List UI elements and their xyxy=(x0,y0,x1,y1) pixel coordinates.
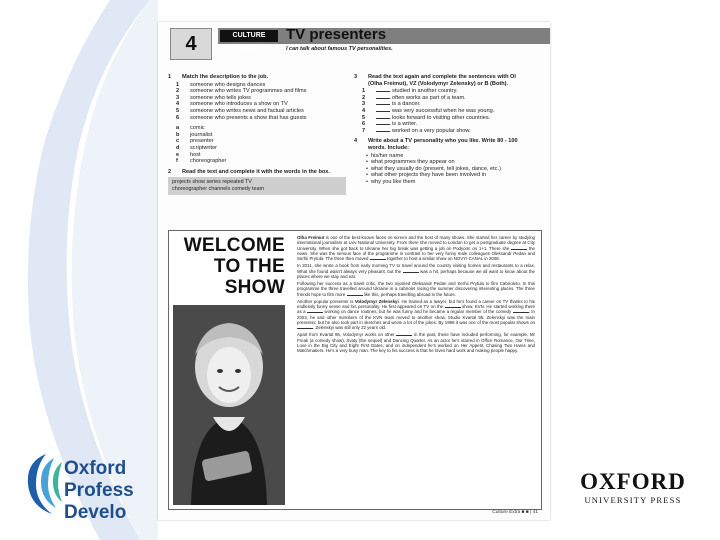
article-heading: WELCOME TO THE SHOW xyxy=(183,235,285,298)
list-item: 6 someone who presents a show that has guests xyxy=(176,114,307,121)
list-item: 2 often works as part of a team. xyxy=(362,94,466,101)
list-item: c presenter xyxy=(176,138,214,145)
list-item: 1 studied in another country. xyxy=(362,88,458,95)
exercise-2: 2 Read the text and complete it with the words in the box. xyxy=(168,168,330,175)
logo-university-press: UNIVERSITY PRESS xyxy=(584,495,682,505)
article-paragraph: Apart from Kvartal 95, Volodymyr works on other in the past, these have included performing, for example, Mr Freak (a comedy show), Svaty (the sequel) and Dancing Quarter. As an actor he's starred in Office Romance, Our Time, Love in the Big City and Eight First Dates, and on independent he's worked on Her Appetit, Chasing Two Hares and Matchmakers. He's a very busy man. The key to his success is that he loves hard work and making people happy. xyxy=(297,332,535,354)
presenter-illustration xyxy=(173,305,285,505)
list-item: • why you like them xyxy=(366,179,544,186)
list-item: e host xyxy=(176,151,201,158)
unit-number: 4 xyxy=(170,28,212,60)
list-item: 4 someone who introduces a show on TV xyxy=(176,101,288,108)
list-item: 7 worked on a very popular show. xyxy=(362,127,471,134)
article-body xyxy=(297,235,535,355)
logo-text-line-2: Profess xyxy=(64,480,134,501)
list-item: d scriptwriter xyxy=(176,144,218,151)
page-header xyxy=(158,22,550,62)
list-item: 5 someone who writes news and factual articles xyxy=(176,107,304,114)
logo-text-line-3: Develo xyxy=(64,502,127,523)
article-paragraph: Olha Freimut is one of the best-known faces on screen and the host of many shows. She started her career by studying international journalism at Lviv National University. From there she moved to London to get a postgraduate degree at City University. When she got back to Ukraine her big break was getting a job on Podyom! on 1+1. There she the news. She was the serious face of the programme in contrast to her very funny male colleagues Oleksandr Pedan and Serhii Prytula. The three then moved together to host a similar show on NOVYI CANAL in 2008. xyxy=(297,235,535,262)
list-item: • what programmes they appear on xyxy=(366,159,544,166)
logo-oxford: OXFORD xyxy=(580,469,686,494)
section-tag: CULTURE EXTRA xyxy=(220,30,278,42)
list-item: • what other projects they have been involved in xyxy=(366,172,544,179)
list-item: 1 someone who designs dances xyxy=(176,81,266,88)
list-item: 2 someone who writes TV programmes and films xyxy=(176,88,307,95)
list-item: • what they usually do (present, tell jokes, dance, etc.) xyxy=(366,166,544,173)
job-options xyxy=(176,125,346,165)
page-title: TV presenters xyxy=(286,26,387,43)
list-item: 3 someone who tells jokes xyxy=(176,94,251,101)
list-item: 3 is a dancer. xyxy=(362,101,421,108)
logo-text-line-1: Oxford xyxy=(64,458,127,479)
list-item: 4 was very successful when he was young. xyxy=(362,107,495,114)
article-panel xyxy=(168,230,542,510)
exercise-3: 3 Read the text again and complete the sentences with OI (Olha Freimut), VZ (Volodymyr Zelensky) or B (Both). 1 studied in another country. 2 often works as part of a team. 3 is a dancer. 4 was very successful when he was young. 5 looks forward to visiting other countries. 6 is a writer. 7 worked on a very popular show. 4 Write about a TV personality who you like. Write 80 - 100 words. Include: • his/her name • what programmes they appear on • what they usually do (present, tell jokes, dance, etc.) • what other projects they have been involved in • why you like them xyxy=(354,74,544,186)
article-paragraph: Following her success as a travel critic, the two rejoined Oleksandr Pedan and Serhii Prytula to film Cabrioleto. In this programme the three travelled around Ukraine in a cabriolet racing the summer discovering interesting places. The three friends hope to film more like this, perhaps travelling abroad in the future. xyxy=(297,280,535,297)
list-item: 5 looks forward to visiting other countries. xyxy=(362,114,491,121)
article-paragraph: Another popular presenter is Volodymyr Zelenskyi. He trained as a lawyer, but he's found a career on TV thanks to his endlessly funny sense and his personality. He first appeared on TV on the show, KVN. He started working there as a working on dance routines, but he was funny and he became a regular member of the comedy . In 2003, he and other members of the KVN team moved to another show, Studio Kvartal 95. Zelenskyi was the main presenter, but he also took part in sketches and wrote a lot of the jokes. By 1998 it was one of the most popular shows on . Zelenskyi was still only 22 years old. xyxy=(297,298,535,331)
presenter-photo xyxy=(173,305,285,505)
exercise-1-instruction: Match the description to the job. xyxy=(182,74,269,80)
oxford-university-press-logo xyxy=(558,470,708,520)
exercise-2-instruction: Read the text and complete it with the words in the box. xyxy=(182,168,330,175)
exercise-1: 1 Match the description to the job. 1 someone who designs dances 2 someone who writes TV programmes and films 3 someone who tells jokes 4 someone who introduces a show on TV 5 someone who writes news and factual articles 6 someone who presents a show that has guests a comic b journalist c presenter d scriptwriter e host f choreographer 2 Read the text and complete it with the words in the box. projects show series repeated TV choreographer channels comedy team xyxy=(168,74,346,195)
oxford-professional-logo xyxy=(24,444,158,524)
exercise-4-instruction: Write about a TV personality who you like. Write 80 - 100 xyxy=(368,138,518,145)
sentence-list xyxy=(362,88,544,134)
list-item: a comic xyxy=(176,125,205,132)
textbook-page xyxy=(158,22,550,520)
page-subtitle: I can talk about famous TV personalities. xyxy=(286,46,393,52)
list-item: f choreographer xyxy=(176,158,227,165)
page-footer: Culture Extra ■ ■ | 41 xyxy=(492,510,538,515)
list-item: • his/her name xyxy=(366,153,544,160)
exercise-3-instruction: Read the text again and complete the sentences with OI xyxy=(368,74,516,80)
job-descriptions xyxy=(176,82,346,122)
article-paragraph: In 2011, she wrote a book from early morning TV to travel around the country visiting homes and restaurants to a relax. What she found wasn't always very pleasant, but the was a hit, perhaps because we all want to know about the places where we stay and eat. xyxy=(297,263,536,279)
word-box: projects show series repeated TV choreographer channels comedy team xyxy=(168,177,346,194)
list-item: 6 is a writer. xyxy=(362,121,418,128)
writing-checklist xyxy=(366,153,544,186)
list-item: b journalist xyxy=(176,131,213,138)
exercise-4: 4 Write about a TV personality who you like. Write 80 - 100 xyxy=(354,138,518,145)
